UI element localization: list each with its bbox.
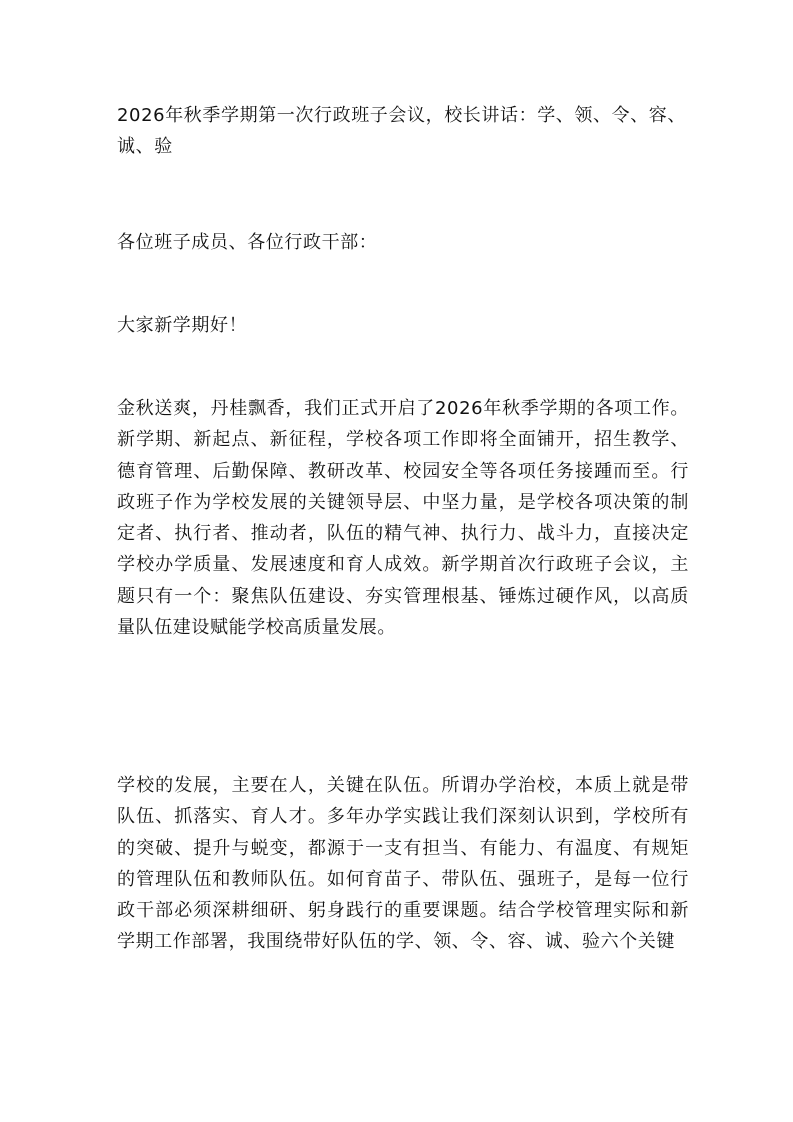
greeting: 大家新学期好！ — [117, 315, 248, 336]
body-paragraph: 学校的发展，主要在人，关键在队伍。所谓办学治校，本质上就是带队伍、抓落实、育人才。多年办学实践让我们深刻认识到，学校所有的突破、提升与蜕变，都源于一支有担当、有能力、有温度、有规矩的管理队伍和教师队伍。如何育苗子、带队伍、强班子，是每一位行政干部必须深耕细研、躬身践行的重要课题。结合学校管理实际和新学期工作部署，我围绕带好队伍的学、领、令、容、诚、验六个关键 — [117, 775, 689, 953]
salutation: 各位班子成员、各位行政干部： — [117, 232, 378, 253]
document-title: 2026年秋季学期第一次行政班子会议，校长讲话：学、领、令、容、诚、验 — [117, 105, 687, 158]
body-paragraph: 金秋送爽，丹桂飘香，我们正式开启了2026年秋季学期的各项工作。新学期、新起点、新征程，学校各项工作即将全面铺开，招生教学、德育管理、后勤保障、教研改革、校园安全等各项任务接踵而至。行政班子作为学校发展的关键领导层、中坚力量，是学校各项决策的制定者、执行者、推动者，队伍的精气神、执行力、战斗力，直接决定学校办学质量、发展速度和育人成效。新学期首次行政班子会议，主题只有一个：聚焦队伍建设、夯实管理根基、锤炼过硬作风，以高质量队伍建设赋能学校高质量发展。 — [117, 398, 689, 639]
